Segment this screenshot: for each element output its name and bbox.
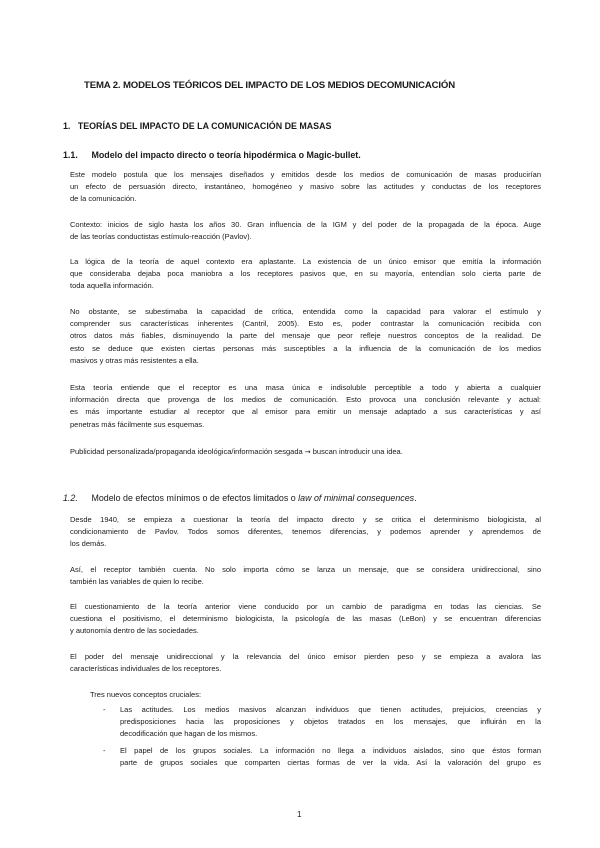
subsection-1-1-number: 1.1. bbox=[63, 150, 78, 160]
summary-right-text: buscan introducir una idea. bbox=[312, 447, 403, 456]
arrow-right-icon: → bbox=[304, 448, 311, 456]
section-1-number: 1. bbox=[63, 121, 71, 131]
paragraph bbox=[70, 601, 541, 638]
paragraph bbox=[70, 564, 541, 588]
text-line: masivos y otras más resistentes a ella. bbox=[70, 355, 199, 365]
text-line bbox=[70, 446, 541, 458]
subsection-1-2-number: 1.2. bbox=[63, 493, 78, 503]
text-line: El papel de los grupos sociales. La información no llega a individuos aislados, sino que éstos forman bbox=[120, 746, 541, 755]
text-line: El poder del mensaje unidireccional y la relevancia del único emisor pierden peso y se empieza a avalora las bbox=[70, 652, 541, 661]
paragraph bbox=[70, 219, 541, 243]
text-line: Así, el receptor también cuenta. No solo importa cómo se lanza un mensaje, que se considera unidireccional, sino bbox=[70, 565, 541, 574]
section-1-heading bbox=[63, 121, 331, 131]
subsection-1-2-title-italic: law of minimal consequences bbox=[298, 493, 415, 503]
bullet-marker: - bbox=[103, 705, 106, 714]
text-line: Contexto: inicios de siglo hasta los años 30. Gran influencia de la IGM y del poder de la propagada de la época. Auge bbox=[70, 220, 541, 229]
text-line: también las variables de quien lo recibe. bbox=[70, 577, 204, 587]
list-item bbox=[70, 705, 541, 742]
text-line: y autonomía dentro de las sociedades. bbox=[70, 626, 199, 636]
section-1-title: TEORÍAS DEL IMPACTO DE LA COMUNICACIÓN DE MASAS bbox=[77, 121, 332, 131]
summary-line bbox=[70, 446, 541, 458]
subsection-1-2-heading bbox=[63, 493, 417, 503]
bullet-marker: - bbox=[103, 746, 106, 755]
document-title: TEMA 2. MODELOS TEÓRICOS DEL IMPACTO DE LOS MEDIOS DECOMUNICACIÓN bbox=[84, 80, 456, 91]
text-line: penetras más fácilmente sus esquemas. bbox=[70, 419, 205, 429]
paragraph bbox=[70, 651, 541, 675]
text-line: La lógica de la teoría de aquel contexto era aplastante. La existencia de un único emisor que emitía la información bbox=[70, 257, 541, 266]
text-line: El cuestionamiento de la teoría anterior viene conducido por un cambio de paradigma en todas las ciencias. Se bbox=[70, 602, 541, 611]
text-line: Este modelo postula que los mensajes diseñados y emitidos desde los medios de comunicación de masas producirían bbox=[70, 170, 541, 179]
text-line: Las actitudes. Los medios masivos alcanzan individuos que tienen actitudes, prejuicios, creencias y bbox=[120, 705, 541, 714]
text-line: Esta teoría entiende que el receptor es una masa única e indisoluble perceptible a todo y abierta a cualquier bbox=[70, 383, 541, 392]
list-item bbox=[70, 746, 541, 770]
page-number: 1 bbox=[297, 810, 302, 819]
text-line: predisposiciones hacia las proposiciones y objetos tratados en los mensajes, que influirán en la bbox=[120, 717, 541, 727]
text-line: características individuales de los receptores. bbox=[70, 664, 222, 674]
text-line: condicionamiento de Pavlov. Todos somos diferentes, tenemos diferencias, y podemos aprender y aprendemos de bbox=[70, 527, 541, 537]
concepts-intro: Tres nuevos conceptos cruciales: bbox=[90, 690, 202, 699]
text-line: de la comunicación. bbox=[70, 194, 137, 204]
paragraph bbox=[70, 256, 541, 293]
subsection-1-2-title-end: . bbox=[414, 493, 417, 503]
text-line: toda aquella información. bbox=[70, 281, 154, 291]
paragraph bbox=[70, 169, 541, 206]
paragraph bbox=[70, 306, 541, 367]
text-line: de las teorías conductistas estímulo-reacción (Pavlov). bbox=[70, 232, 252, 242]
text-line: información directa que provenga de los medios de comunicación. Esto provoca una conclusión relevante y actual: bbox=[70, 395, 541, 405]
text-line: parte de grupos sociales que comparten ciertas formas de ver la vida. Así la valoración del grupo es bbox=[120, 758, 541, 768]
text-line: decodificación que hagan de los mismos. bbox=[120, 729, 258, 739]
text-line: que consideraba dejaba poca maniobra a los receptores pasivos que, en su mayoría, entendían solo cierta parte de bbox=[70, 269, 541, 279]
subsection-1-2-title bbox=[91, 493, 416, 503]
text-line: cuestiona el positivismo, el determinismo biologicista, la psicología de las masas (LeBon) y se encuentran diferencias bbox=[70, 614, 541, 624]
subsection-1-2-title-plain: Modelo de efectos mínimos o de efectos limitados o bbox=[91, 493, 299, 503]
paragraph bbox=[70, 382, 541, 431]
text-line: comprender sus características inherentes (Cantril, 2005). Esto es, poder contrastar la comunicación recibida con bbox=[70, 319, 541, 329]
text-line: es más importante estudiar al receptor que al emisor para emitir un mensaje adaptado a sus características y así bbox=[70, 407, 541, 417]
text-line: los demás. bbox=[70, 539, 107, 549]
text-line: otros datos más fiables, disminuyendo la parte del mensaje que peor refleje nuestros conceptos de la realidad. De bbox=[70, 331, 541, 341]
text-line: un efecto de persuasión directo, instantáneo, homogéneo y masivo sobre las actitudes y conductas de los receptores bbox=[70, 182, 541, 192]
text-line: Desde 1940, se empieza a cuestionar la teoría del impacto directo y se critica el determinismo biologicista, al bbox=[70, 515, 541, 524]
text-line: No obstante, se subestimaba la capacidad de crítica, entendida como la capacidad para valorar el estímulo y bbox=[70, 307, 541, 316]
subsection-1-1-title: Modelo del impacto directo o teoría hipodérmica o Magic-bullet. bbox=[91, 150, 361, 160]
subsection-1-1-heading bbox=[63, 150, 361, 160]
summary-left-text: Publicidad personalizada/propaganda ideológica/información sesgada bbox=[70, 447, 303, 456]
paragraph bbox=[70, 514, 541, 551]
text-line: esto se deduce que existen ciertas personas más susceptibles a la influencia de la comunicación de los medios bbox=[70, 343, 541, 353]
